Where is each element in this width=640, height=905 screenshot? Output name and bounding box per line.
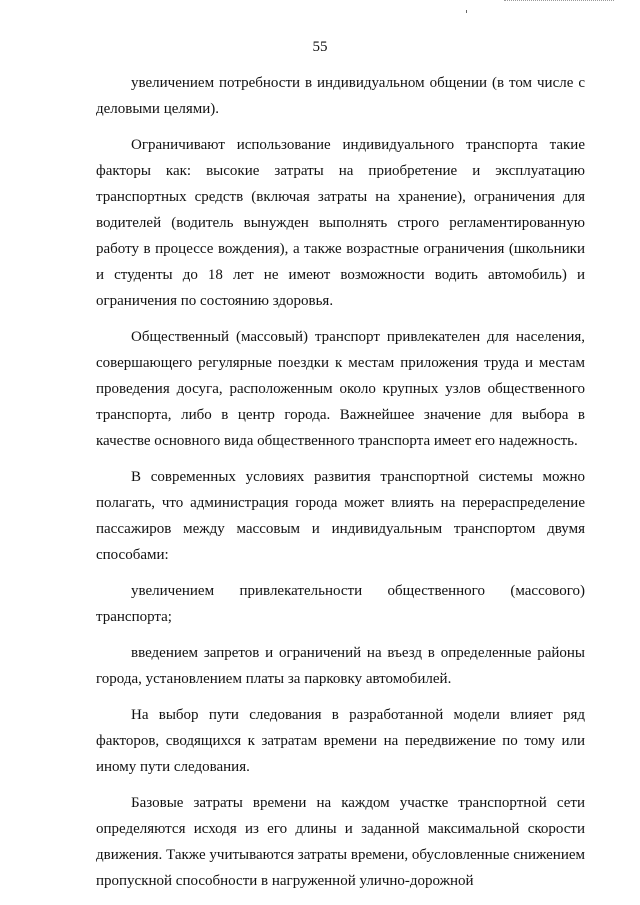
paragraph: [96, 790, 585, 894]
paragraph-continuation: [96, 70, 585, 122]
text-line: Ограничивают использование индивидуального транспорта такие: [131, 137, 585, 153]
paragraph: [96, 132, 585, 314]
text-line: проведения досуга, расположенным около крупных узлов общественного: [96, 381, 585, 397]
paragraph: [96, 464, 585, 568]
text-line: качестве основного вида общественного транспорта имеет его надежность.: [96, 433, 578, 449]
text-line: факторы как: высокие затраты на приобретение и эксплуатацию: [96, 163, 585, 179]
text-line: увеличением привлекательности общественного (массового): [131, 583, 585, 599]
text-line: транспорта, либо в центр города. Важнейшее значение для выбора в: [96, 407, 585, 423]
list-item: [96, 578, 585, 630]
text-line: увеличением потребности в индивидуальном общении (в том числе с: [131, 75, 585, 91]
scan-artifact: [504, 0, 614, 4]
text-line: пассажиров между массовым и индивидуальным транспортом двумя: [96, 521, 585, 537]
text-line: иному пути следования.: [96, 759, 250, 775]
text-line: и студенты до 18 лет не имеют возможности водить автомобиль) и: [96, 267, 585, 283]
text-line: Базовые затраты времени на каждом участке транспортной сети: [131, 795, 585, 811]
text-line: способами:: [96, 547, 169, 563]
text-line: деловыми целями).: [96, 101, 220, 117]
text-line: совершающего регулярные поездки к местам приложения труда и местам: [96, 355, 585, 371]
text-line: В современных условиях развития транспортной системы можно: [131, 469, 585, 485]
text-line: Общественный (массовый) транспорт привлекателен для населения,: [131, 329, 585, 345]
text-line: факторов, сводящихся к затратам времени на передвижение по тому или: [96, 733, 585, 749]
paragraph: [96, 702, 585, 780]
text-line: полагать, что администрация города может влиять на перераспределение: [96, 495, 585, 511]
text-line: работу в процессе вождения), а также возрастные ограничения (школьники: [96, 241, 585, 257]
text-line: транспорта;: [96, 609, 172, 625]
text-line: города, установлением платы за парковку автомобилей.: [96, 671, 452, 687]
paragraph: [96, 324, 585, 454]
scan-artifact-dot: [466, 10, 467, 13]
text-line: определяются исходя из его длины и заданной максимальной скорости: [96, 821, 585, 837]
text-line: введением запретов и ограничений на въезд в определенные районы: [131, 645, 585, 661]
page-number: 55: [312, 39, 328, 55]
document-body: [96, 70, 585, 894]
text-line: снижением пропускной способности в нагруженной улично-дорожной: [96, 847, 586, 889]
text-line: водителей (водитель вынужден выполнять строго регламентированную: [96, 215, 585, 231]
list-item: [96, 640, 585, 692]
text-line: транспортных средств (включая затраты на хранение), ограничения для: [96, 189, 585, 205]
text-line: ограничения по состоянию здоровья.: [96, 293, 334, 309]
text-line: движения. Также учитываются затраты времени, обусловленные: [96, 847, 510, 863]
text-line: На выбор пути следования в разработанной модели влияет ряд: [131, 707, 585, 723]
